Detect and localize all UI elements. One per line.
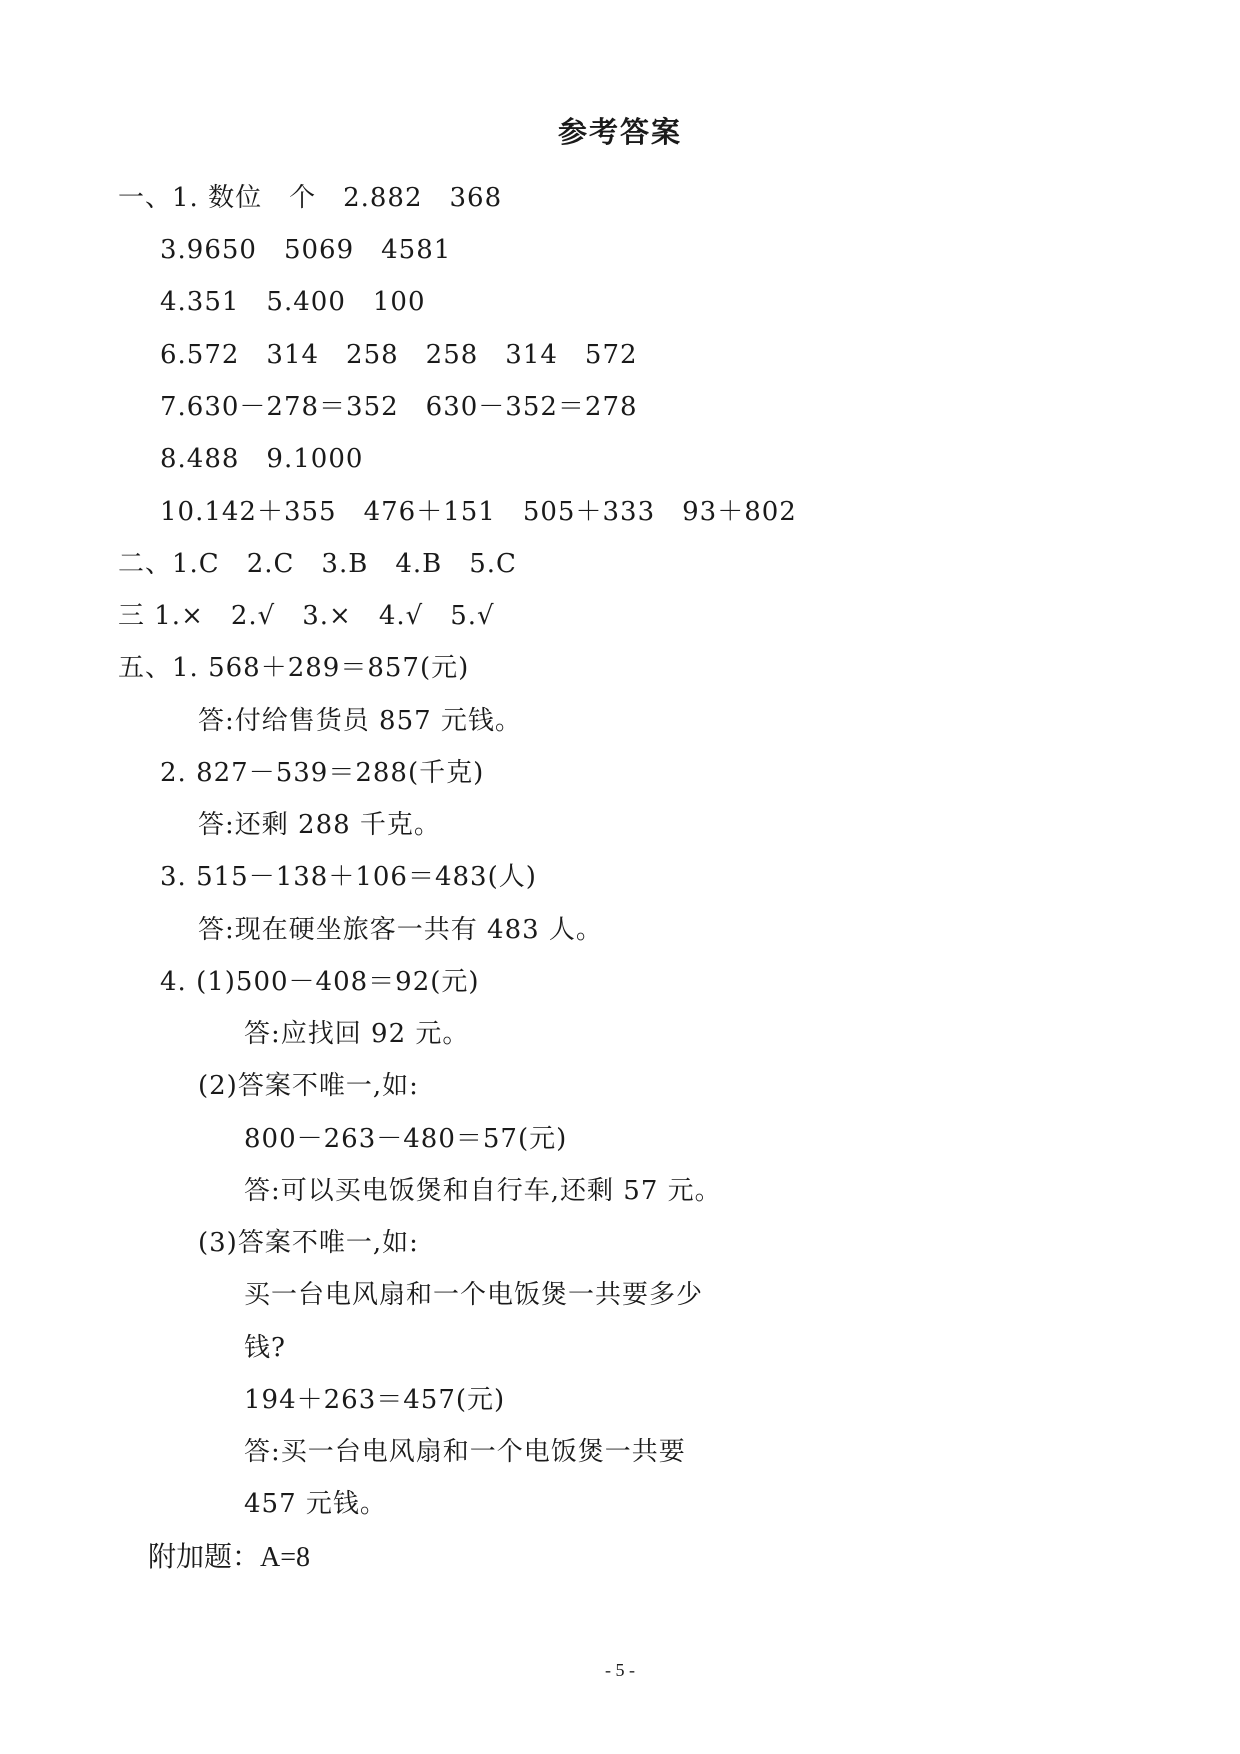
answer-line: 194＋263＝457(元) xyxy=(244,1385,506,1415)
page-number: - 5 - xyxy=(605,1660,635,1680)
answer-line: (2)答案不唯一,如: xyxy=(198,1071,419,1101)
answer-line: 三 1.× 2.√ 3.× 4.√ 5.√ xyxy=(118,601,495,631)
answer-line: 一、1. 数位 个 2.882 368 xyxy=(118,183,503,213)
answer-line: 2. 827－539＝288(千克) xyxy=(160,758,485,788)
answer-line: 4.351 5.400 100 xyxy=(160,287,426,317)
answer-line: 7.630－278＝352 630－352＝278 xyxy=(160,392,638,422)
answer-line: 10.142＋355 476＋151 505＋333 93＋802 xyxy=(160,497,797,527)
answer-line: 4. (1)500－408＝92(元) xyxy=(160,967,480,997)
answer-line: 答:应找回 92 元。 xyxy=(244,1019,470,1049)
answer-line: 3.9650 5069 4581 xyxy=(160,235,452,265)
answer-line: 答:可以买电饭煲和自行车,还剩 57 元。 xyxy=(244,1176,722,1206)
answer-line: 8.488 9.1000 xyxy=(160,444,364,474)
extra-question-answer: 附加题：A=8 xyxy=(148,1542,311,1573)
answer-line: (3)答案不唯一,如: xyxy=(198,1228,419,1258)
answer-line: 五、1. 568＋289＝857(元) xyxy=(118,653,470,683)
answer-line: 二、1.C 2.C 3.B 4.B 5.C xyxy=(118,549,517,579)
answer-line: 答:买一台电风扇和一个电饭煲一共要 xyxy=(244,1437,686,1467)
answer-line: 800－263－480＝57(元) xyxy=(244,1124,568,1154)
answer-line: 457 元钱。 xyxy=(244,1489,387,1519)
answer-line: 钱? xyxy=(244,1333,286,1363)
answer-line: 答:还剩 288 千克。 xyxy=(198,810,441,840)
answer-line: 答:现在硬坐旅客一共有 483 人。 xyxy=(198,915,603,945)
answer-line: 6.572 314 258 258 314 572 xyxy=(160,340,638,370)
answer-line: 答:付给售货员 857 元钱。 xyxy=(198,706,522,736)
answer-line: 3. 515－138＋106＝483(人) xyxy=(160,862,537,892)
answer-line: 买一台电风扇和一个电饭煲一共要多少 xyxy=(244,1280,704,1310)
page-title: 参考答案 xyxy=(557,115,682,149)
